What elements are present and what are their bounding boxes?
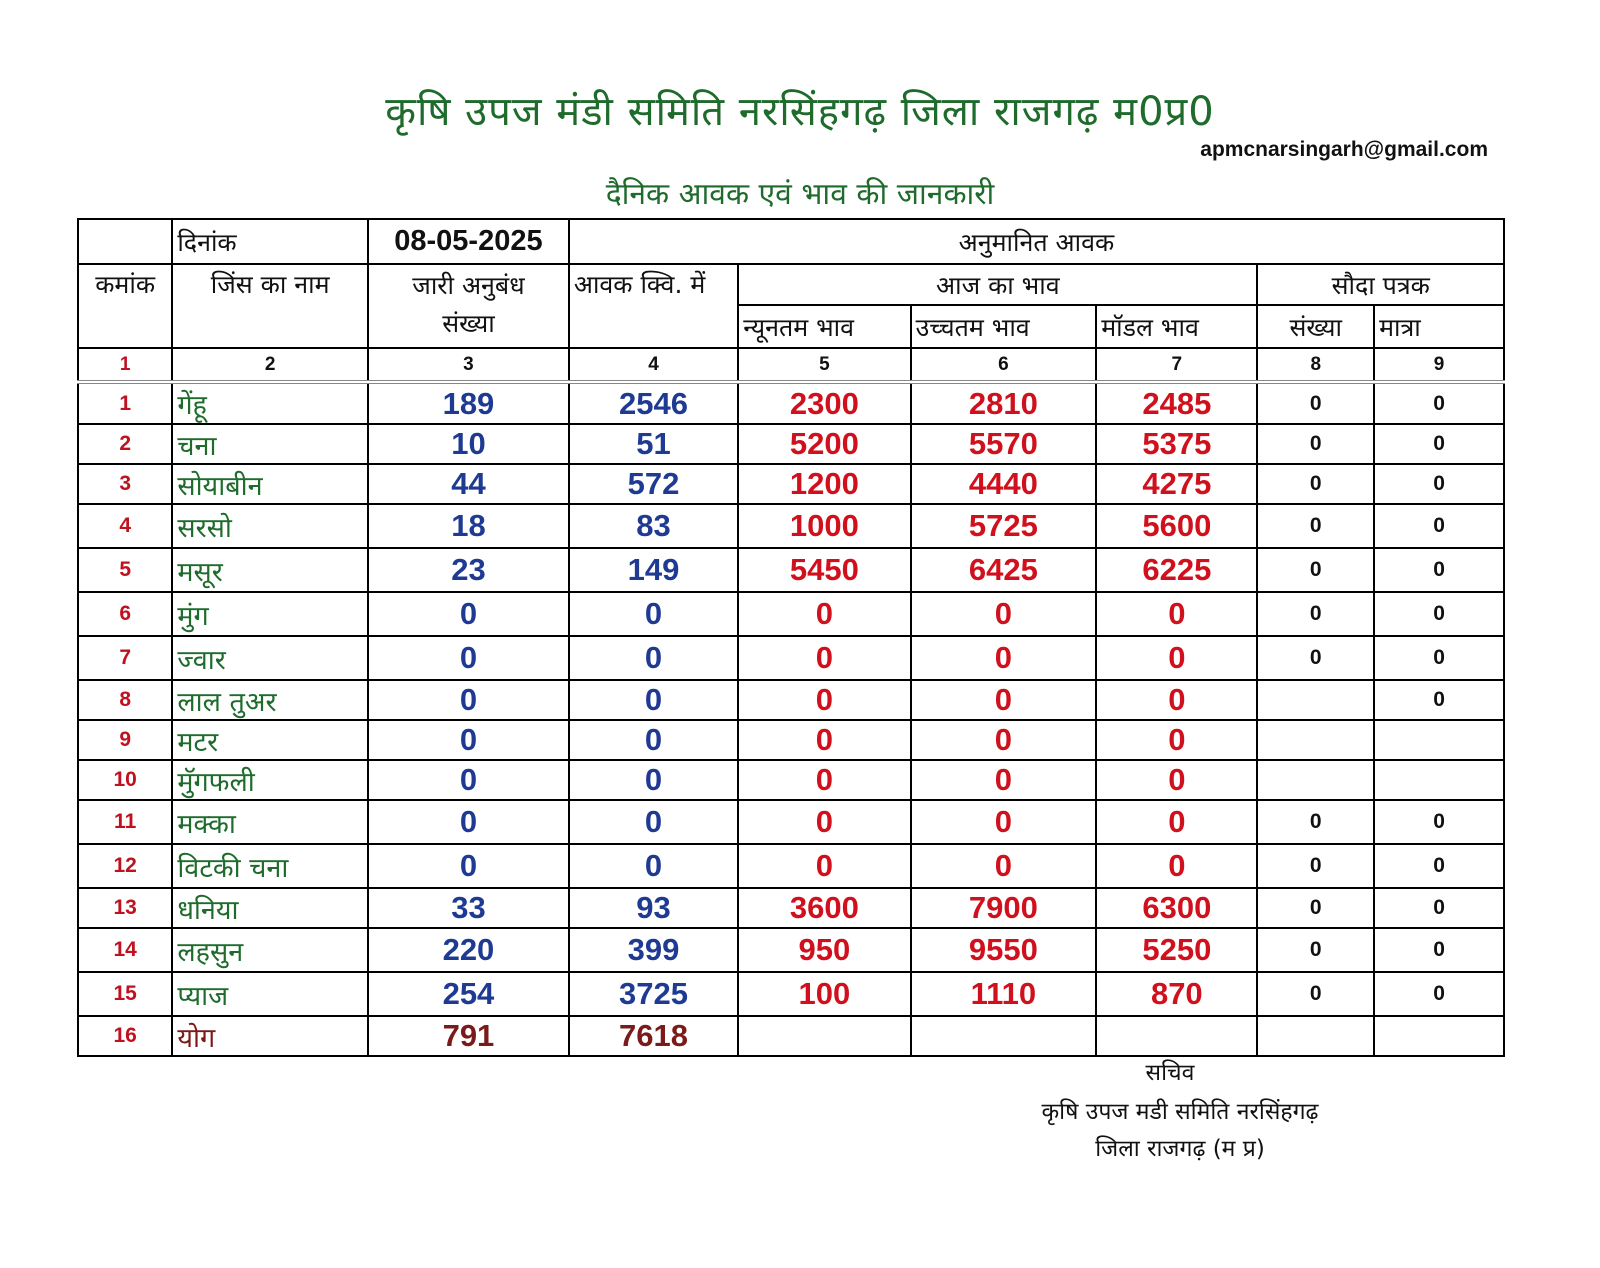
crop-name: सरसो [172, 504, 368, 548]
serial-number: 8 [78, 680, 172, 720]
deal-quantity: 0 [1374, 888, 1504, 928]
crop-name: मटर [172, 720, 368, 760]
min-price: 950 [738, 928, 910, 972]
crop-name: लहसुन [172, 928, 368, 972]
deal-quantity: 0 [1374, 592, 1504, 636]
modal-price: 6300 [1096, 888, 1257, 928]
column-number: 6 [911, 348, 1097, 382]
modal-price: 0 [1096, 680, 1257, 720]
col-deal-header: सौदा पत्रक [1257, 264, 1504, 305]
min-price: 2300 [738, 382, 910, 424]
min-price: 0 [738, 592, 910, 636]
min-price: 0 [738, 800, 910, 844]
deal-quantity: 0 [1374, 464, 1504, 504]
deal-quantity: 0 [1374, 800, 1504, 844]
deal-quantity: 0 [1374, 844, 1504, 888]
table-row [78, 464, 1504, 504]
max-price: 0 [911, 720, 1097, 760]
column-number: 9 [1374, 348, 1504, 382]
column-number: 8 [1257, 348, 1374, 382]
serial-number: 10 [78, 760, 172, 800]
max-price: 0 [911, 592, 1097, 636]
serial-number: 13 [78, 888, 172, 928]
column-number: 7 [1096, 348, 1257, 382]
modal-price: 5600 [1096, 504, 1257, 548]
empty-cell [78, 219, 172, 264]
serial-number: 12 [78, 844, 172, 888]
col-sn-header: कमांक [78, 264, 172, 348]
total-row [78, 1016, 1504, 1056]
empty-cell [1096, 1016, 1257, 1056]
deal-quantity: 0 [1374, 972, 1504, 1016]
total-arrival: 7618 [569, 1016, 738, 1056]
crop-name: चना [172, 424, 368, 464]
deal-quantity: 0 [1374, 504, 1504, 548]
max-price: 2810 [911, 382, 1097, 424]
col-count-header: संख्या [1257, 305, 1374, 348]
contracts-count: 33 [368, 888, 569, 928]
contracts-count: 10 [368, 424, 569, 464]
arrival-quantity: 51 [569, 424, 738, 464]
modal-price: 0 [1096, 760, 1257, 800]
deal-count: 0 [1257, 636, 1374, 680]
contracts-count: 23 [368, 548, 569, 592]
page-subtitle: दैनिक आवक एवं भाव की जानकारी [605, 177, 995, 212]
deal-quantity: 0 [1374, 928, 1504, 972]
email-address: apmcnarsingarh@gmail.com [1200, 138, 1488, 161]
signature-office: कृषि उपज मडी समिति नरसिंहगढ़ [1041, 1099, 1319, 1125]
modal-price: 6225 [1096, 548, 1257, 592]
serial-number: 6 [78, 592, 172, 636]
contracts-count: 0 [368, 680, 569, 720]
serial-number: 4 [78, 504, 172, 548]
deal-count [1257, 760, 1374, 800]
min-price: 0 [738, 680, 910, 720]
col-max-header: उच्चतम भाव [911, 305, 1097, 348]
date-label: दिनांक [172, 219, 368, 264]
table-row [78, 548, 1504, 592]
crop-name: मक्का [172, 800, 368, 844]
min-price: 1000 [738, 504, 910, 548]
min-price: 3600 [738, 888, 910, 928]
contracts-count: 0 [368, 760, 569, 800]
column-number: 4 [569, 348, 738, 382]
max-price: 6425 [911, 548, 1097, 592]
page-title: कृषि उपज मंडी समिति नरसिंहगढ़ जिला राजगढ़ म0प्र0 [385, 89, 1215, 135]
deal-count: 0 [1257, 424, 1374, 464]
deal-count: 0 [1257, 972, 1374, 1016]
col-arrival-header: आवक क्वि. में [569, 264, 738, 348]
arrival-quantity: 0 [569, 636, 738, 680]
contracts-count: 0 [368, 720, 569, 760]
contracts-count: 220 [368, 928, 569, 972]
crop-name: ज्वार [172, 636, 368, 680]
header-row-columns [78, 264, 1504, 305]
modal-price: 5250 [1096, 928, 1257, 972]
deal-count: 0 [1257, 504, 1374, 548]
column-number: 5 [738, 348, 910, 382]
deal-quantity [1374, 720, 1504, 760]
min-price: 0 [738, 760, 910, 800]
max-price: 0 [911, 760, 1097, 800]
arrival-quantity: 3725 [569, 972, 738, 1016]
modal-price: 4275 [1096, 464, 1257, 504]
arrival-quantity: 0 [569, 844, 738, 888]
column-number-row [78, 348, 1504, 382]
table-row [78, 844, 1504, 888]
column-number: 2 [172, 348, 368, 382]
max-price: 4440 [911, 464, 1097, 504]
max-price: 0 [911, 800, 1097, 844]
serial-number: 5 [78, 548, 172, 592]
table-row [78, 928, 1504, 972]
max-price: 5570 [911, 424, 1097, 464]
serial-number: 1 [78, 382, 172, 424]
contracts-count: 189 [368, 382, 569, 424]
col-modal-header: मॉडल भाव [1096, 305, 1257, 348]
max-price: 0 [911, 680, 1097, 720]
crop-name: सोयाबीन [172, 464, 368, 504]
deal-count: 0 [1257, 928, 1374, 972]
table-row [78, 972, 1504, 1016]
contracts-count: 0 [368, 800, 569, 844]
modal-price: 870 [1096, 972, 1257, 1016]
max-price: 1110 [911, 972, 1097, 1016]
serial-number: 7 [78, 636, 172, 680]
deal-count [1257, 680, 1374, 720]
table-row [78, 680, 1504, 720]
rates-table [77, 218, 1505, 1057]
deal-count: 0 [1257, 548, 1374, 592]
arrival-quantity: 399 [569, 928, 738, 972]
crop-name: मुॅगफली [172, 760, 368, 800]
deal-quantity: 0 [1374, 636, 1504, 680]
crop-name: मुंग [172, 592, 368, 636]
min-price: 100 [738, 972, 910, 1016]
max-price: 9550 [911, 928, 1097, 972]
column-number: 3 [368, 348, 569, 382]
arrival-quantity: 149 [569, 548, 738, 592]
min-price: 5200 [738, 424, 910, 464]
crop-name: विटकी चना [172, 844, 368, 888]
deal-count: 0 [1257, 382, 1374, 424]
arrival-quantity: 0 [569, 592, 738, 636]
table-row [78, 592, 1504, 636]
min-price: 0 [738, 636, 910, 680]
deal-quantity: 0 [1374, 424, 1504, 464]
table-row [78, 636, 1504, 680]
modal-price: 0 [1096, 636, 1257, 680]
table-row [78, 800, 1504, 844]
signature-title: सचिव [1145, 1060, 1195, 1086]
modal-price: 0 [1096, 800, 1257, 844]
serial-number: 15 [78, 972, 172, 1016]
contracts-count: 18 [368, 504, 569, 548]
arrival-quantity: 0 [569, 680, 738, 720]
col-today-rate-header: आज का भाव [738, 264, 1257, 305]
arrival-quantity: 93 [569, 888, 738, 928]
col-min-header: न्यूनतम भाव [738, 305, 910, 348]
table-row [78, 504, 1504, 548]
deal-count: 0 [1257, 844, 1374, 888]
min-price: 0 [738, 844, 910, 888]
contracts-count: 0 [368, 636, 569, 680]
estimated-arrival-header: अनुमानित आवक [569, 219, 1504, 264]
empty-cell [911, 1016, 1097, 1056]
min-price: 5450 [738, 548, 910, 592]
modal-price: 0 [1096, 844, 1257, 888]
table-row [78, 760, 1504, 800]
arrival-quantity: 0 [569, 760, 738, 800]
deal-quantity [1374, 760, 1504, 800]
max-price: 7900 [911, 888, 1097, 928]
arrival-quantity: 0 [569, 800, 738, 844]
deal-count [1257, 720, 1374, 760]
contracts-count: 0 [368, 844, 569, 888]
serial-number: 3 [78, 464, 172, 504]
table-row [78, 888, 1504, 928]
serial-number: 14 [78, 928, 172, 972]
crop-name: प्याज [172, 972, 368, 1016]
crop-name: मसूर [172, 548, 368, 592]
deal-quantity: 0 [1374, 680, 1504, 720]
deal-count: 0 [1257, 888, 1374, 928]
contracts-count: 254 [368, 972, 569, 1016]
arrival-quantity: 83 [569, 504, 738, 548]
deal-count: 0 [1257, 464, 1374, 504]
col-qty-header: मात्रा [1374, 305, 1504, 348]
min-price: 0 [738, 720, 910, 760]
modal-price: 0 [1096, 592, 1257, 636]
max-price: 0 [911, 844, 1097, 888]
table-row [78, 382, 1504, 424]
header-row-date [78, 219, 1504, 264]
arrival-quantity: 2546 [569, 382, 738, 424]
min-price: 1200 [738, 464, 910, 504]
crop-name: धनिया [172, 888, 368, 928]
deal-count: 0 [1257, 592, 1374, 636]
empty-cell [738, 1016, 910, 1056]
deal-quantity: 0 [1374, 548, 1504, 592]
table-row [78, 720, 1504, 760]
max-price: 0 [911, 636, 1097, 680]
modal-price: 2485 [1096, 382, 1257, 424]
total-label: योग [172, 1016, 368, 1056]
signature-district: जिला राजगढ़ (म प्र) [1095, 1136, 1265, 1162]
total-serial-number: 16 [78, 1016, 172, 1056]
serial-number: 9 [78, 720, 172, 760]
max-price: 5725 [911, 504, 1097, 548]
total-contracts: 791 [368, 1016, 569, 1056]
deal-quantity: 0 [1374, 382, 1504, 424]
table-row [78, 424, 1504, 464]
crop-name: गेंहू [172, 382, 368, 424]
arrival-quantity: 572 [569, 464, 738, 504]
date-value: 08-05-2025 [368, 219, 569, 264]
col-contracts-header [368, 264, 569, 348]
col-contracts-header-line1: जारी अनुबंध [412, 271, 525, 300]
crop-name: लाल तुअर [172, 680, 368, 720]
col-contracts-header-line2: संख्या [442, 309, 495, 338]
empty-cell [1257, 1016, 1374, 1056]
deal-count: 0 [1257, 800, 1374, 844]
empty-cell [1374, 1016, 1504, 1056]
column-number: 1 [78, 348, 172, 382]
modal-price: 5375 [1096, 424, 1257, 464]
contracts-count: 44 [368, 464, 569, 504]
serial-number: 2 [78, 424, 172, 464]
serial-number: 11 [78, 800, 172, 844]
modal-price: 0 [1096, 720, 1257, 760]
contracts-count: 0 [368, 592, 569, 636]
arrival-quantity: 0 [569, 720, 738, 760]
col-crop-header: जिंस का नाम [172, 264, 368, 348]
